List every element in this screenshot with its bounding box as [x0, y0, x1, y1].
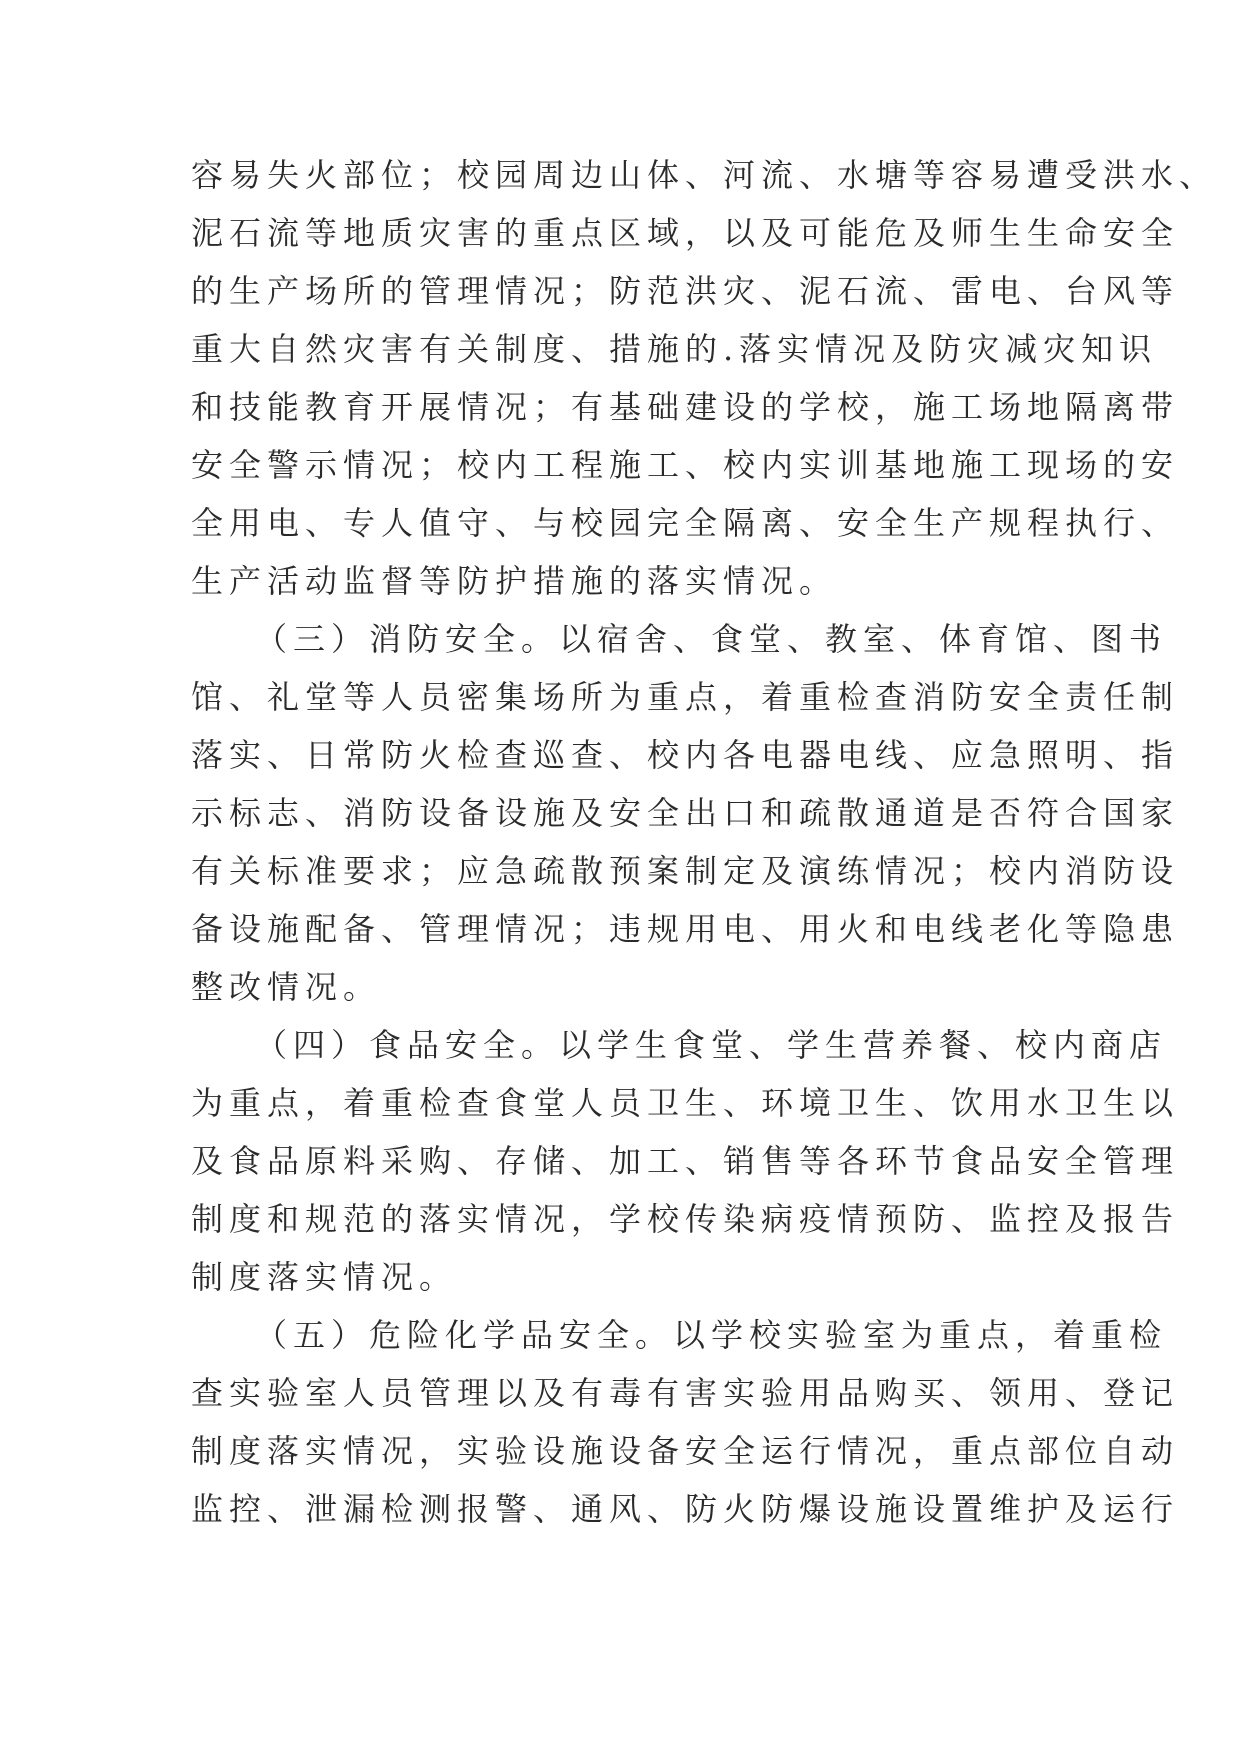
text-line: 的生产场所的管理情况；防范洪灾、泥石流、雷电、台风等 — [191, 272, 1180, 310]
text-line: 容易失火部位；校园周边山体、河流、水塘等容易遭受洪水、 — [191, 156, 1218, 194]
text-line: 制度落实情况，实验设施设备安全运行情况，重点部位自动 — [191, 1432, 1180, 1470]
text-line: 生产活动监督等防护措施的落实情况。 — [191, 562, 838, 600]
text-line: 监控、泄漏检测报警、通风、防火防爆设施设置维护及运行 — [191, 1490, 1180, 1528]
paragraph-heading-line: （三）消防安全。以宿舍、食堂、教室、体育馆、图书 — [255, 620, 1168, 658]
text-line: 泥石流等地质灾害的重点区域，以及可能危及师生生命安全 — [191, 214, 1180, 252]
text-line: 制度和规范的落实情况，学校传染病疫情预防、监控及报告 — [191, 1200, 1180, 1238]
text-line: 查实验室人员管理以及有毒有害实验用品购买、领用、登记 — [191, 1374, 1180, 1412]
text-line: 示标志、消防设备设施及安全出口和疏散通道是否符合国家 — [191, 794, 1180, 832]
text-line: 备设施配备、管理情况；违规用电、用火和电线老化等隐患 — [191, 910, 1180, 948]
text-line: 馆、礼堂等人员密集场所为重点，着重检查消防安全责任制 — [191, 678, 1180, 716]
text-line: 和技能教育开展情况；有基础建设的学校，施工场地隔离带 — [191, 388, 1180, 426]
paragraph-heading-line: （四）食品安全。以学生食堂、学生营养餐、校内商店 — [255, 1026, 1168, 1064]
text-line: 及食品原料采购、存储、加工、销售等各环节食品安全管理 — [191, 1142, 1180, 1180]
text-line: 整改情况。 — [191, 968, 382, 1006]
text-line: 重大自然灾害有关制度、措施的.落实情况及防灾减灾知识 — [191, 330, 1158, 368]
text-line: 落实、日常防火检查巡查、校内各电器电线、应急照明、指 — [191, 736, 1180, 774]
text-line: 安全警示情况；校内工程施工、校内实训基地施工现场的安 — [191, 446, 1180, 484]
text-line: 有关标准要求；应急疏散预案制定及演练情况；校内消防设 — [191, 852, 1180, 890]
text-line: 为重点，着重检查食堂人员卫生、环境卫生、饮用水卫生以 — [191, 1084, 1180, 1122]
text-line: 全用电、专人值守、与校园完全隔离、安全生产规程执行、 — [191, 504, 1180, 542]
paragraph-heading-line: （五）危险化学品安全。以学校实验室为重点，着重检 — [255, 1316, 1168, 1354]
text-line: 制度落实情况。 — [191, 1258, 458, 1296]
